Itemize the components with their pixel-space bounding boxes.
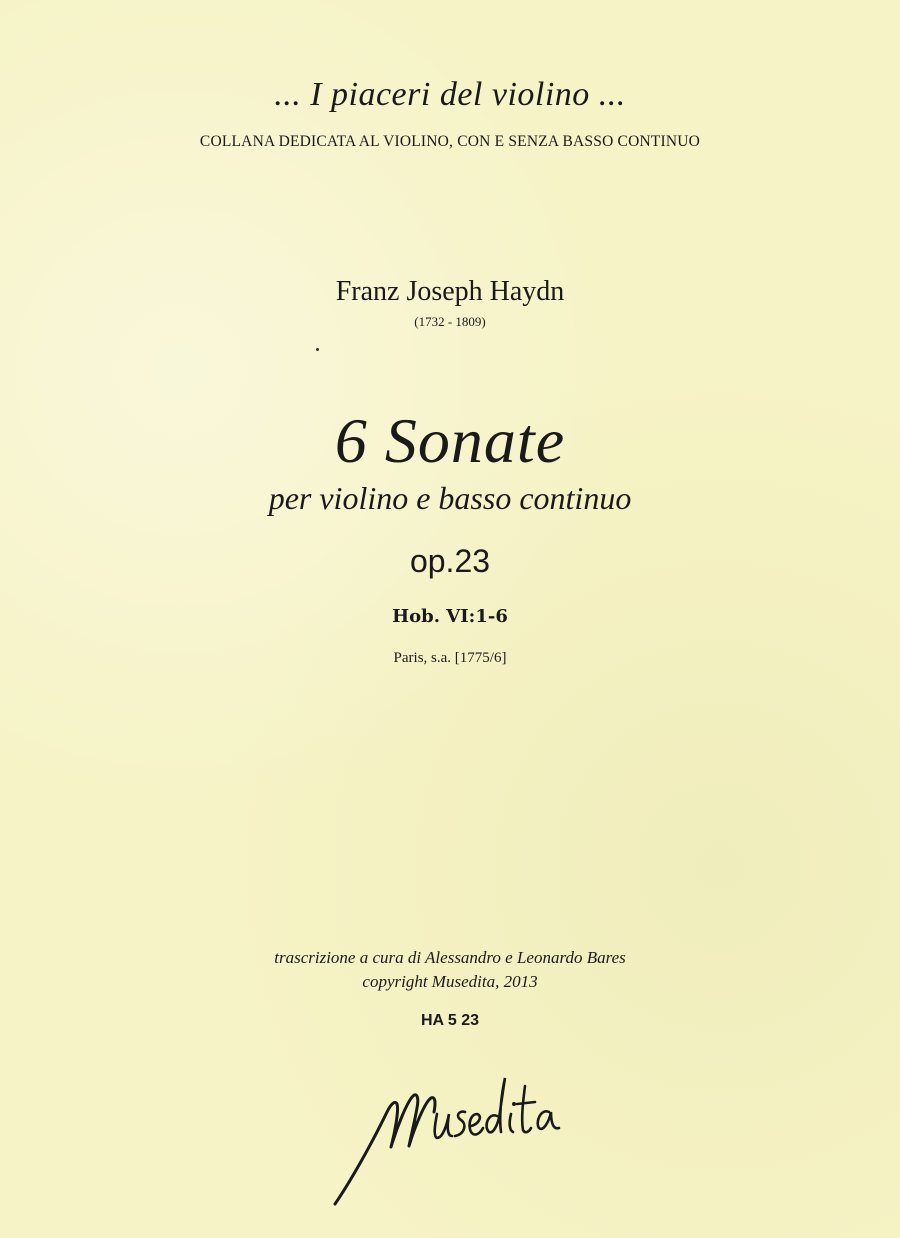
series-subtitle: COLLANA DEDICATA AL VIOLINO, CON E SENZA BASSO CONTINUO <box>199 133 701 150</box>
copyright-notice: copyright Musedita, 2013 <box>362 972 538 991</box>
publication-info: Paris, s.a. [1775/6] <box>393 650 507 666</box>
work-title: 6 Sonate <box>334 405 566 476</box>
composer-name: Franz Joseph Haydn <box>335 276 565 307</box>
editor-credit: trascrizione a cura di Alessandro e Leonardo Bares <box>274 948 626 967</box>
hoboken-catalog: Hob. VI:1-6 <box>392 606 508 627</box>
series-title: ... I piaceri del violino ... <box>274 76 626 113</box>
musedita-logo <box>325 1052 575 1212</box>
publisher-catalog-code: HA 5 23 <box>420 1012 480 1029</box>
composer-dates: (1732 - 1809) <box>414 314 486 329</box>
work-opus: op.23 <box>409 543 491 579</box>
speck-mark <box>316 348 319 351</box>
work-instrumentation: per violino e basso continuo <box>268 480 632 516</box>
